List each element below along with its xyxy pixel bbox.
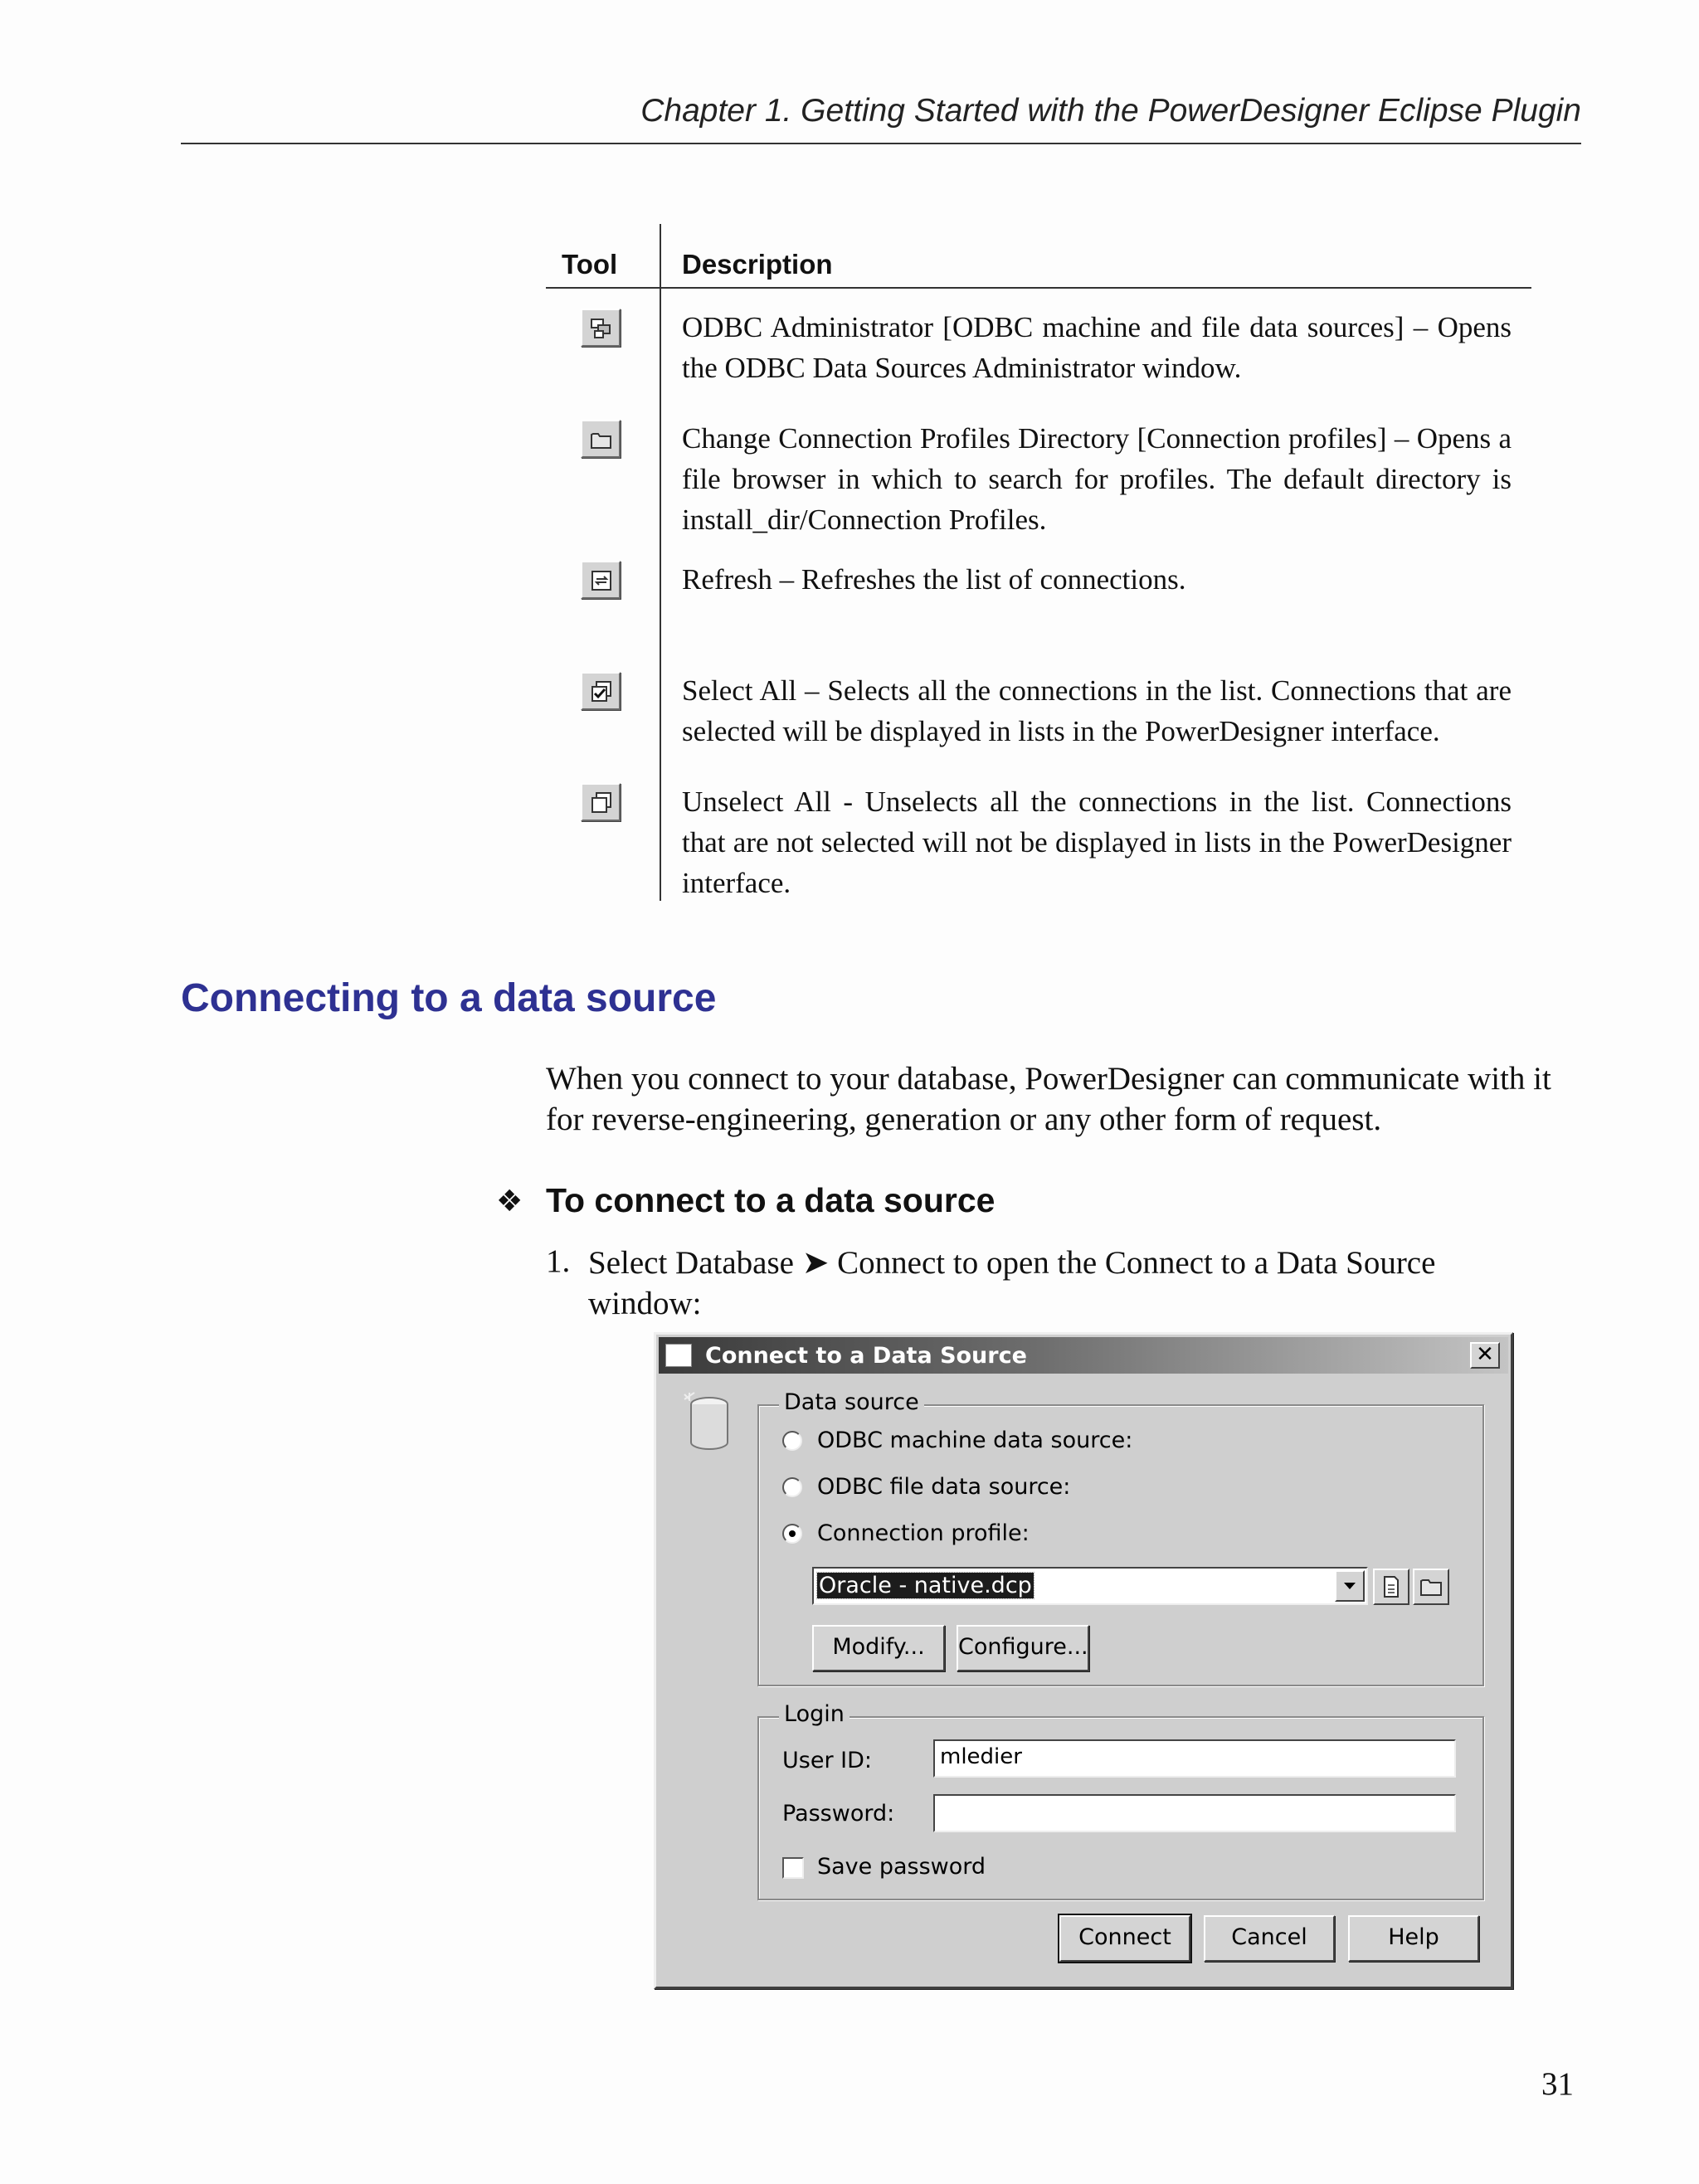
intro-paragraph: When you connect to your database, PowerDesigner can communicate with it for reverse-engineering, generation or any other form of request. [546,1061,1551,1137]
data-source-group [757,1389,1484,1686]
page-number: 31 [1541,2066,1574,2102]
dialog-title: Connect to a Data Source [705,1343,1027,1369]
profile-select-value: Oracle - native.dcp [819,1573,1032,1598]
running-header: Chapter 1. Getting Started with the PowerDesigner Eclipse Plugin [640,93,1581,129]
data-source-legend: Data source [779,1389,924,1415]
window-icon [665,1344,692,1367]
radio-button[interactable] [782,1524,802,1544]
database-icon [681,1389,731,1456]
radio-button[interactable] [782,1477,802,1497]
table-header-description: Description [682,249,833,280]
close-button[interactable]: ✕ [1470,1342,1500,1369]
user-id-label: User ID: [782,1748,872,1773]
tool-description: Select All – Selects all the connections in the list. Connections that are selected will be displayed in lists in the PowerDesigner interface. [682,674,1512,747]
radio-label: Connection profile: [817,1520,1030,1546]
login-group [757,1701,1484,1900]
save-password-checkbox[interactable] [782,1857,804,1879]
modify-button[interactable]: Modify... [812,1625,945,1671]
table-header-tool: Tool [562,249,618,280]
tool-table [546,224,1531,901]
radio-label: ODBC file data source: [817,1474,1071,1500]
tool-description: Refresh – Refreshes the list of connections. [682,563,1186,596]
profile-select[interactable] [812,1567,1368,1605]
new-profile-button[interactable] [1373,1569,1409,1605]
connect-button[interactable]: Connect [1059,1915,1190,1962]
unselect-all-icon [581,783,621,821]
refresh-icon [581,561,621,599]
help-button[interactable]: Help [1348,1915,1479,1962]
table-header-rule [546,287,1531,289]
tool-description: ODBC Administrator [ODBC machine and file data sources] – Opens the ODBC Data Sources Administrator window. [682,311,1512,384]
document-icon [1375,1570,1408,1603]
folder-icon [581,420,621,458]
dialog-titlebar[interactable] [659,1337,1508,1374]
step-text: Select Database ➤ Connect to open the Connect to a Data Source window: [588,1245,1436,1321]
browse-profile-button[interactable] [1413,1569,1449,1605]
select-all-icon [581,672,621,710]
table-column-divider [660,224,661,901]
cancel-button[interactable]: Cancel [1204,1915,1335,1962]
header-rule [181,143,1581,144]
password-input[interactable] [933,1794,1456,1832]
chevron-down-icon[interactable] [1335,1570,1365,1602]
save-password-label: Save password [817,1854,986,1880]
login-legend: Login [779,1701,850,1727]
folder-icon [1414,1570,1448,1603]
procedure-heading: To connect to a data source [546,1181,996,1219]
procedure-bullet-icon: ❖ [496,1184,523,1218]
password-label: Password: [782,1801,895,1826]
tool-description: Unselect All - Unselects all the connections in the list. Connections that are not selected will not be displayed in lists in the PowerDesigner interface. [682,786,1512,899]
radio-button[interactable] [782,1431,802,1451]
user-id-input[interactable]: mledier [933,1739,1456,1778]
connect-dialog [654,1332,1513,1989]
configure-button[interactable]: Configure... [957,1625,1089,1671]
section-heading: Connecting to a data source [181,976,717,1020]
odbc-administrator-icon [581,309,621,347]
radio-selected-dot [789,1530,796,1537]
tool-description: Change Connection Profiles Directory [Connection profiles] – Opens a file browser in which to search for profiles. The default directory is install_dir/Connection Profiles. [682,422,1512,536]
step-number: 1. [546,1243,571,1279]
radio-label: ODBC machine data source: [817,1428,1133,1453]
